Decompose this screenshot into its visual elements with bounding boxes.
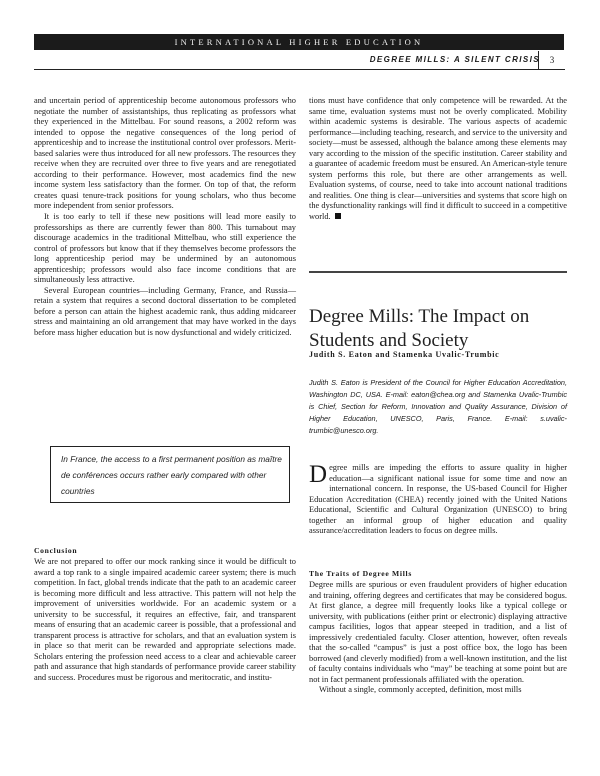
- right-column-continuation: [309, 96, 567, 223]
- traits-paragraph-1: Degree mills are spurious or even fraudulent providers of higher education and training, offering degrees and certificates that may be considered bogus. At first glance, a degree mill frequently looks like a typical college or university, with publications (either print or electronic) displaying attractive campus facilities, logos that appear steeped in tradition, and a list of impressively credentialed faculty. Closer attention, however, often reveals that the so-called “campus” is just a post office box, the logo has been borrowed (and cleverly modified) from a well-known institution, and the list of faculty contains individuals who “may” be teaching at some point but are not in fact permanent professionals affiliated with the operation.: [309, 580, 567, 684]
- left-column: [34, 96, 296, 339]
- article-title: Degree Mills: The Impact on Students and Society: [309, 306, 530, 351]
- header-rule: [34, 69, 538, 70]
- left-paragraph-3: Several European countries—including Germany, France, and Russia—retain a system that requires a second doctoral dissertation to be completed before a person can attain the highest academic rank, thus adding midcareer stress and maintaining an old arrangement that may have worked in the days before mass higher education but is now dysfunctional and widely criticized.: [34, 285, 296, 338]
- journal-masthead: INTERNATIONAL HIGHER EDUCATION: [34, 34, 564, 50]
- conclusion-heading: Conclusion: [34, 546, 78, 555]
- author-bio: Judith S. Eaton is President of the Council for Higher Education Accreditation, Washington DC, USA. E-mail: eaton@chea.org and Stamenka Uvalic-Trumbic is Chief, Section for Reform, Innovation and Quality Assurance, Division of Higher Education, UNESCO, Paris, France. E-mail: s.uvalic-trumbic@unesco.org.: [309, 378, 567, 435]
- intro-text: egree mills are impeding the efforts to assure quality in higher education—a significant national issue for some time and now an international concern. In response, the US-based Council for Higher Education Accreditation (CHEA) recently joined with the United Nations Educational, Scientific and Cultural Organization (UNESCO) to bring together an informal group of higher education and quality assurance/accreditation leaders to focus on degree mills.: [309, 463, 567, 536]
- pull-quote: In France, the access to a first permanent position as maître de conférences occurs rather early compared with other countries: [50, 446, 290, 503]
- end-mark: [335, 213, 341, 219]
- article-byline: Judith S. Eaton and Stamenka Uvalic-Trumbic: [309, 350, 500, 359]
- left-paragraph-1: and uncertain period of apprenticeship become autonomous professors who negotiate the number of assistantships, thus replicating as professors what they experienced in the Mittelbau. For sound reasons, a 2002 reform was intended to oppose the negative consequences of the long period of apprenticeship and to increase the institutional control over professors. Merit-based salaries were thus introduced for all new professors. The resources they receive when they are recruited over three to five years and are renegotiated according to their performance. However, most academics find the new income system less satisfactory than the former. On top of that, the reform creates quasi tenure-track positions for young scholars, who thus become more independent from senior professors.: [34, 96, 296, 211]
- conclusion-text: We are not prepared to offer our mock ranking since it would be difficult to award a top rank to a single impaired academic career system; there is much competition. In fact, global trends indicate that the path to an academic career is becoming more difficult and less attractive. This pattern will not help the improvement of universities worldwide. For an academic system or a university to be successful, it requires an effective, fair, and transparent means of ensuring that an academic career is possible, that a professional and transparent process is attractive for scholars, and that an evaluation system is in place so that merit can be rewarded and appropriate selections made. Scholars entering the profession need access to a clear and achievable career path and assurance that high standards of performance provide career stability and success. Procedures must be rigorous and meritocratic, and institu-: [34, 557, 296, 683]
- traits-heading: The Traits of Degree Mills: [309, 569, 412, 578]
- traits-body: [309, 580, 567, 696]
- traits-paragraph-2: Without a single, commonly accepted, definition, most mills: [319, 685, 522, 695]
- running-title: DEGREE MILLS: A SILENT CRISIS: [369, 55, 540, 64]
- continuation-text: tions must have confidence that only competence will be rewarded. At the same time, evaluation systems must not be overly complicated. Mobility within academic systems is desirable. The various aspects of academic performance—including teaching, research, and service to the university and society—must be assessed, although the balance among these elements may vary according to the mission of the specific institution. Career stability and a guarantee of academic freedom must be ensured. An American-style tenure system performs this role, but there are other arrangements as well. Evaluation systems, of course, need to take into account national traditions and realities. One thing is clear—universities and systems that score high on the dysfunctionality rankings will find it difficult to succeed in a competitive world.: [309, 96, 567, 222]
- article-intro: [309, 463, 567, 537]
- left-paragraph-2: It is too early to tell if these new positions will lead more easily to professorships as there are currently fewer than 800. This turnabout may discourage academics in the traditional Mittelbau, who still experience the control of professors but know that if they themselves become professors the long apprenticeship period may be undermined by an autonomous apprenticeship; professors would also face income conditions that are simultaneously less attractive.: [34, 212, 296, 285]
- page-number: 3: [538, 51, 565, 70]
- drop-cap: D: [309, 461, 328, 488]
- article-divider: [309, 271, 567, 273]
